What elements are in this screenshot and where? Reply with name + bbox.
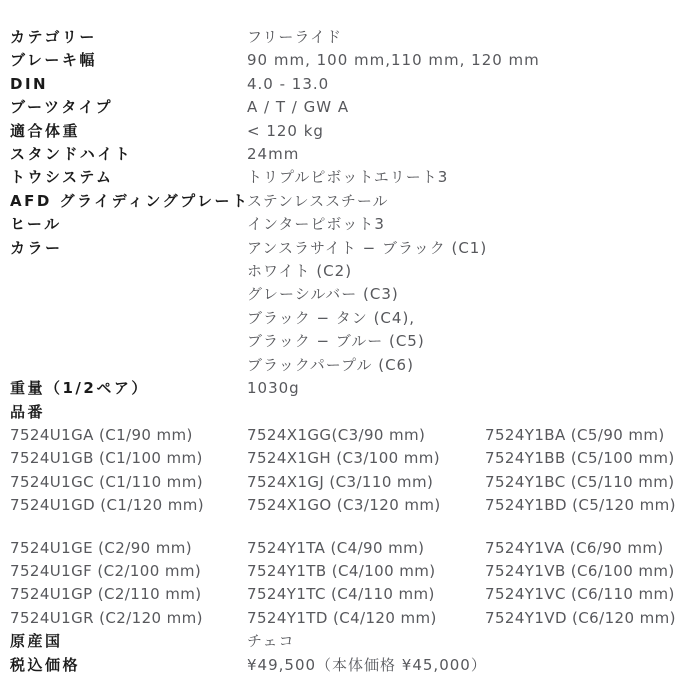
spec-value: < 120 kg: [247, 121, 324, 140]
part-number-cell: 7524X1GH (C3/100 mm): [247, 449, 441, 468]
color-option: ブラック − ブルー (C5): [247, 332, 425, 351]
part-number-row: [10, 471, 700, 494]
color-option: ブラック − タン (C4),: [247, 308, 416, 327]
part-number-row: [10, 424, 700, 447]
part-number-cell: 7524Y1BB (C5/100 mm): [485, 449, 675, 468]
part-number-row: [10, 607, 700, 630]
spec-label: ヒール: [10, 215, 62, 234]
spec-label: ブレーキ幅: [10, 51, 97, 70]
part-number-cell: 7524Y1VD (C6/120 mm): [485, 608, 676, 627]
part-number-cell: 7524Y1BD (C5/120 mm): [485, 496, 676, 515]
spec-row-color: [10, 237, 700, 377]
spec-row-weight-range: [10, 120, 700, 143]
spec-row-din: [10, 73, 700, 96]
part-number-cell: 7524Y1TC (C4/110 mm): [247, 585, 435, 604]
part-number-row: [10, 560, 700, 583]
part-number-cell: 7524Y1VB (C6/100 mm): [485, 561, 675, 580]
part-number-cell: 7524U1GE (C2/90 mm): [10, 538, 193, 557]
part-number-row: [10, 583, 700, 606]
color-options: [247, 237, 700, 377]
spec-row-afd-plate: [10, 190, 700, 213]
part-number-cell: 7524Y1TB (C4/100 mm): [247, 561, 436, 580]
color-option: アンスラサイト − ブラック (C1): [247, 238, 488, 257]
part-number-cell: 7524Y1VC (C6/110 mm): [485, 585, 675, 604]
spec-label: DIN: [10, 74, 49, 93]
spec-row-country-of-origin: [10, 630, 700, 653]
part-number-cell: 7524Y1BC (C5/110 mm): [485, 472, 675, 491]
part-number-cell: 7524U1GR (C2/120 mm): [10, 608, 203, 627]
color-option: グレーシルバー (C3): [247, 285, 399, 304]
spec-label: 適合体重: [10, 121, 81, 140]
spec-label: カテゴリー: [10, 28, 97, 46]
part-number-cell: 7524Y1BA (C5/90 mm): [485, 425, 665, 444]
spec-value: 24mm: [247, 145, 300, 164]
spec-label: AFD グライディングプレート: [10, 191, 250, 210]
spec-value: ¥49,500（本体価格 ¥45,000）: [247, 655, 487, 674]
spec-label: スタンドハイト: [10, 145, 133, 164]
spec-value: A / T / GW A: [247, 98, 350, 117]
spec-row-brake-width: [10, 49, 700, 72]
part-numbers-header-row: [10, 401, 700, 424]
part-number-cell: 7524X1GO (C3/120 mm): [247, 496, 441, 515]
part-number-cell: 7524U1GB (C1/100 mm): [10, 449, 203, 468]
spec-row-stand-height: [10, 143, 700, 166]
spec-value: ステンレススチール: [247, 191, 389, 210]
part-number-cell: 7524X1GG(C3/90 mm): [247, 425, 426, 444]
spec-label: 重量（1/2ペア）: [10, 379, 149, 398]
part-number-cell: 7524U1GD (C1/120 mm): [10, 496, 205, 515]
spec-label: 原産国: [10, 632, 63, 651]
part-number-row: [10, 447, 700, 470]
part-number-cell: 7524U1GF (C2/100 mm): [10, 561, 202, 580]
spec-value: フリーライド: [247, 28, 342, 46]
color-option: ホワイト (C2): [247, 262, 353, 281]
spec-value: インターピボット3: [247, 215, 385, 234]
spec-row-toe-system: [10, 166, 700, 189]
spec-value: 4.0 - 13.0: [247, 74, 330, 93]
spec-row-price: [10, 654, 700, 677]
spec-value: 90 mm, 100 mm,110 mm, 120 mm: [247, 51, 540, 70]
spec-label: カラー: [10, 238, 63, 257]
color-option: ブラックパープル (C6): [247, 355, 414, 374]
part-numbers-header: 品番: [10, 402, 46, 421]
spec-label: 税込価格: [10, 655, 81, 674]
spec-value: トリプルピボットエリート3: [247, 168, 449, 187]
block-gap: [10, 518, 700, 537]
spec-row-weight: [10, 377, 700, 400]
spec-value: チェコ: [247, 632, 295, 651]
part-number-row: [10, 537, 700, 560]
part-number-cell: 7524Y1TA (C4/90 mm): [247, 538, 425, 557]
part-number-cell: 7524U1GA (C1/90 mm): [10, 425, 193, 444]
part-number-cell: 7524U1GP (C2/110 mm): [10, 585, 202, 604]
spec-row-boot-type: [10, 96, 700, 119]
spec-row-heel: [10, 213, 700, 236]
spec-label: ブーツタイプ: [10, 98, 114, 117]
part-number-cell: 7524X1GJ (C3/110 mm): [247, 472, 434, 491]
spec-value: 1030g: [247, 379, 300, 398]
part-number-cell: 7524Y1TD (C4/120 mm): [247, 608, 437, 627]
spec-label: トウシステム: [10, 168, 114, 187]
part-number-cell: 7524Y1VA (C6/90 mm): [485, 538, 664, 557]
part-number-cell: 7524U1GC (C1/110 mm): [10, 472, 203, 491]
spec-row-category: [10, 26, 700, 49]
part-number-row: [10, 494, 700, 517]
